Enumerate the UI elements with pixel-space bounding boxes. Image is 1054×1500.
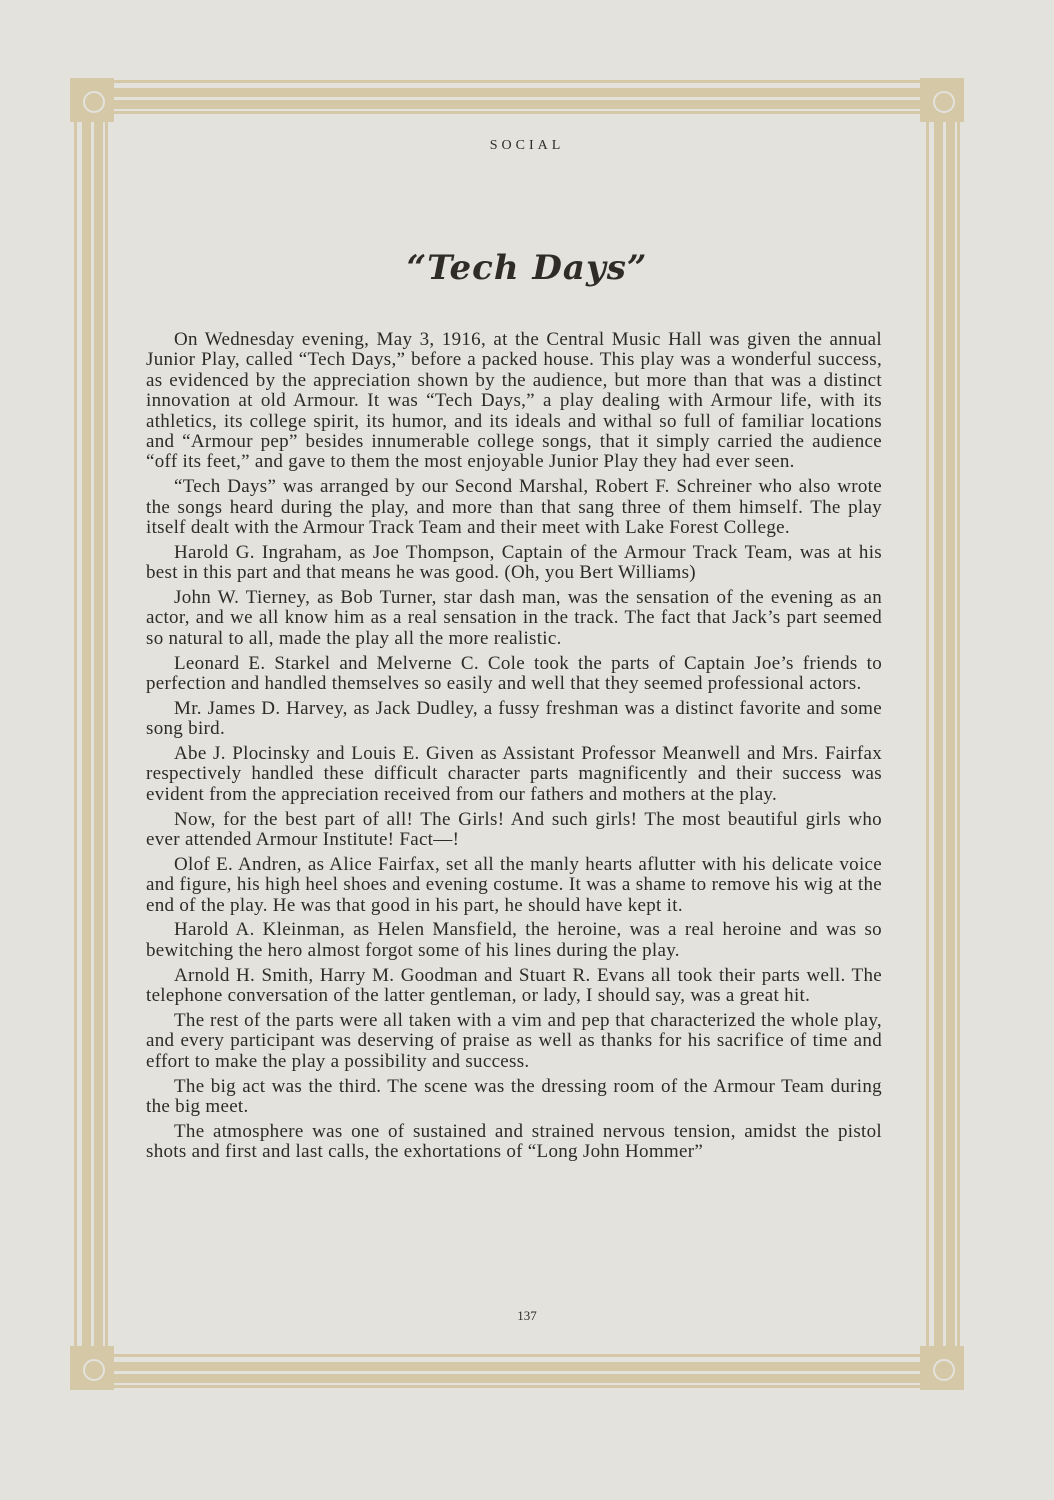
paragraph: The big act was the third. The scene was the dressing room of the Armour Team during the big meet. — [146, 1075, 882, 1117]
section-heading: SOCIAL — [489, 138, 565, 153]
corner-ornament — [920, 1346, 964, 1390]
paragraph: Olof E. Andren, as Alice Fairfax, set all the manly hearts aflutter with his delicate voice and figure, his high heel shoes and evening costume. It was a shame to remove his wig at the end of the play. He was that good in his part, he should have kept it. — [146, 853, 882, 916]
border-left — [74, 118, 108, 1350]
corner-ornament — [920, 78, 964, 122]
paragraph: Harold G. Ingraham, as Joe Thompson, Captain of the Armour Track Team, was at his best in this part and that means he was good. (Oh, you Bert Williams) — [146, 541, 882, 584]
paragraph: Harold A. Kleinman, as Helen Mansfield, the heroine, was a real heroine and was so bewitching the hero almost forgot some of his lines during the play. — [146, 919, 882, 961]
corner-ornament — [70, 1346, 114, 1390]
page-number: 137 — [517, 1308, 537, 1323]
border-top — [110, 80, 924, 114]
paragraph: The atmosphere was one of sustained and strained nervous tension, amidst the pistol shots and first and last calls, the exhortations of “Long John Hommer” — [146, 1120, 882, 1163]
corner-ornament — [70, 78, 114, 122]
paragraph: The rest of the parts were all taken with a vim and pep that characterized the whole play, and every participant was deserving of praise as well as thanks for his sacrifice of time and effort to make the play a possibility and success. — [146, 1009, 882, 1072]
border-right — [926, 118, 960, 1350]
paragraph: Leonard E. Starkel and Melverne C. Cole took the parts of Captain Joe’s friends to perfection and handled themselves so easily and well that they seemed professional actors. — [146, 652, 882, 695]
article-title: “Tech Days” — [406, 248, 648, 288]
paragraph: Arnold H. Smith, Harry M. Goodman and Stuart R. Evans all took their parts well. The telephone conversation of the latter gentleman, or lady, I should say, was a great hit. — [146, 964, 882, 1007]
article-body — [146, 330, 882, 1167]
paragraph: John W. Tierney, as Bob Turner, star dash man, was the sensation of the evening as an actor, and we all know him as a real sensation in the track. The fact that Jack’s part seemed so natural to all, made the play all the more realistic. — [146, 587, 882, 649]
paragraph: Mr. James D. Harvey, as Jack Dudley, a fussy freshman was a distinct favorite and some song bird. — [146, 697, 882, 740]
paragraph: Abe J. Plocinsky and Louis E. Given as Assistant Professor Meanwell and Mrs. Fairfax respectively handled these difficult character parts magnificently and their success was evident from the appreciation received from our fathers and mothers at the play. — [146, 743, 882, 805]
paragraph: “Tech Days” was arranged by our Second Marshal, Robert F. Schreiner who also wrote the songs heard during the play, and more than that sang three of them himself. The play itself dealt with the Armour Track Team and their meet with Lake Forest College. — [146, 476, 882, 539]
paragraph: On Wednesday evening, May 3, 1916, at the Central Music Hall was given the annual Junior Play, called “Tech Days,” before a packed house. This play was a wonderful success, as evidenced by the appreciation shown by the audience, but more than that was a distinct innovation at old Armour. It was “Tech Days,” a play dealing with Armour life, with its athletics, its college spirit, its humor, and its ideals and withal so full of familiar locations and “Armour pep” besides innumerable college songs, that it simply carried the audience “off its feet,” and gave to them the most enjoyable Junior Play they had ever seen. — [146, 329, 882, 473]
paragraph: Now, for the best part of all! The Girls! And such girls! The most beautiful girls who ever attended Armour Institute! Fact—! — [146, 808, 882, 851]
border-bottom — [110, 1354, 924, 1388]
